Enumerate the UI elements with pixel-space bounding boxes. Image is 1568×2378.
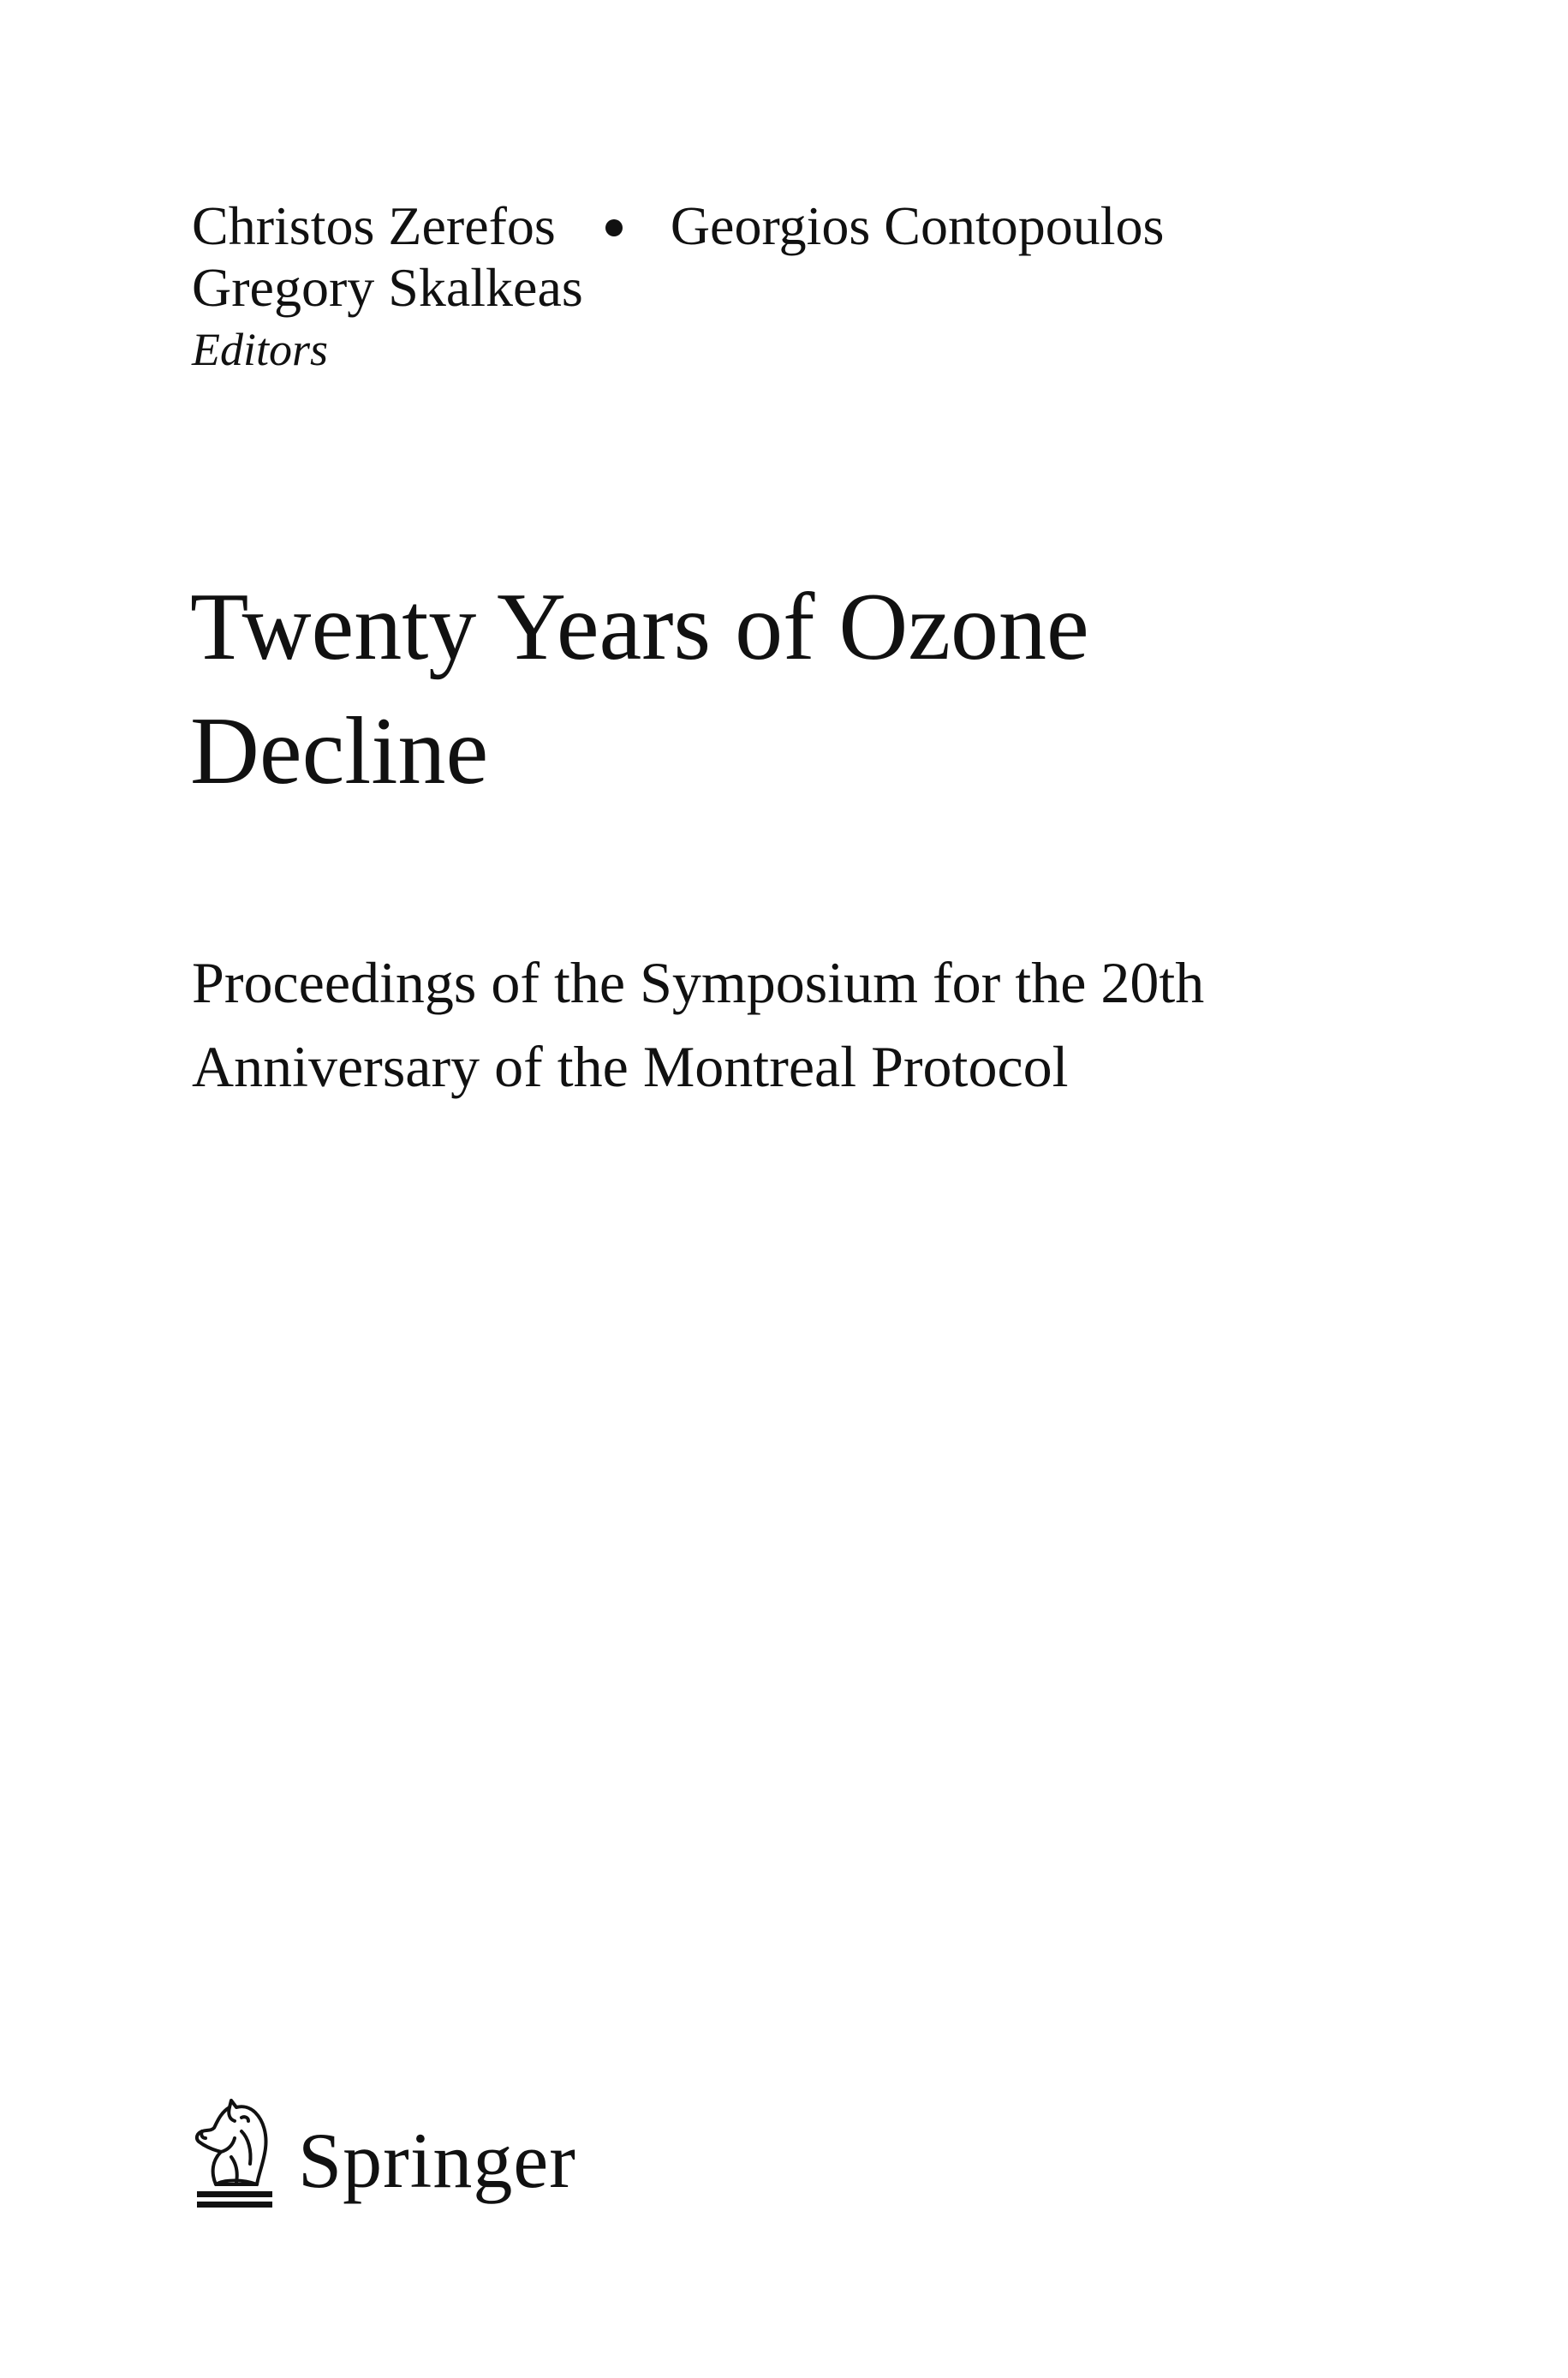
editors-role: Editors (192, 324, 329, 375)
editor-name-1: Christos Zerefos (192, 195, 556, 256)
book-title (190, 565, 1432, 814)
book-title-line-1: Twenty Years of Ozone (190, 574, 1089, 680)
book-subtitle-line-1: Proceedings of the Symposium for the 20th (192, 950, 1205, 1015)
book-title-line-2: Decline (190, 698, 489, 804)
book-subtitle (192, 941, 1476, 1108)
publisher-imprint (190, 2097, 576, 2210)
editors-line-1 (192, 195, 1164, 257)
publisher-name: Springer (298, 2117, 576, 2204)
bullet-separator-icon (605, 219, 623, 236)
book-subtitle-line-2: Anniversary of the Montreal Protocol (192, 1034, 1069, 1099)
editors-line-2 (192, 257, 1164, 319)
editors-block (192, 195, 1164, 380)
editor-name-3: Gregory Skalkeas (192, 257, 583, 318)
editor-name-2: Georgios Contopoulos (670, 195, 1165, 256)
springer-knight-icon (190, 2097, 279, 2210)
